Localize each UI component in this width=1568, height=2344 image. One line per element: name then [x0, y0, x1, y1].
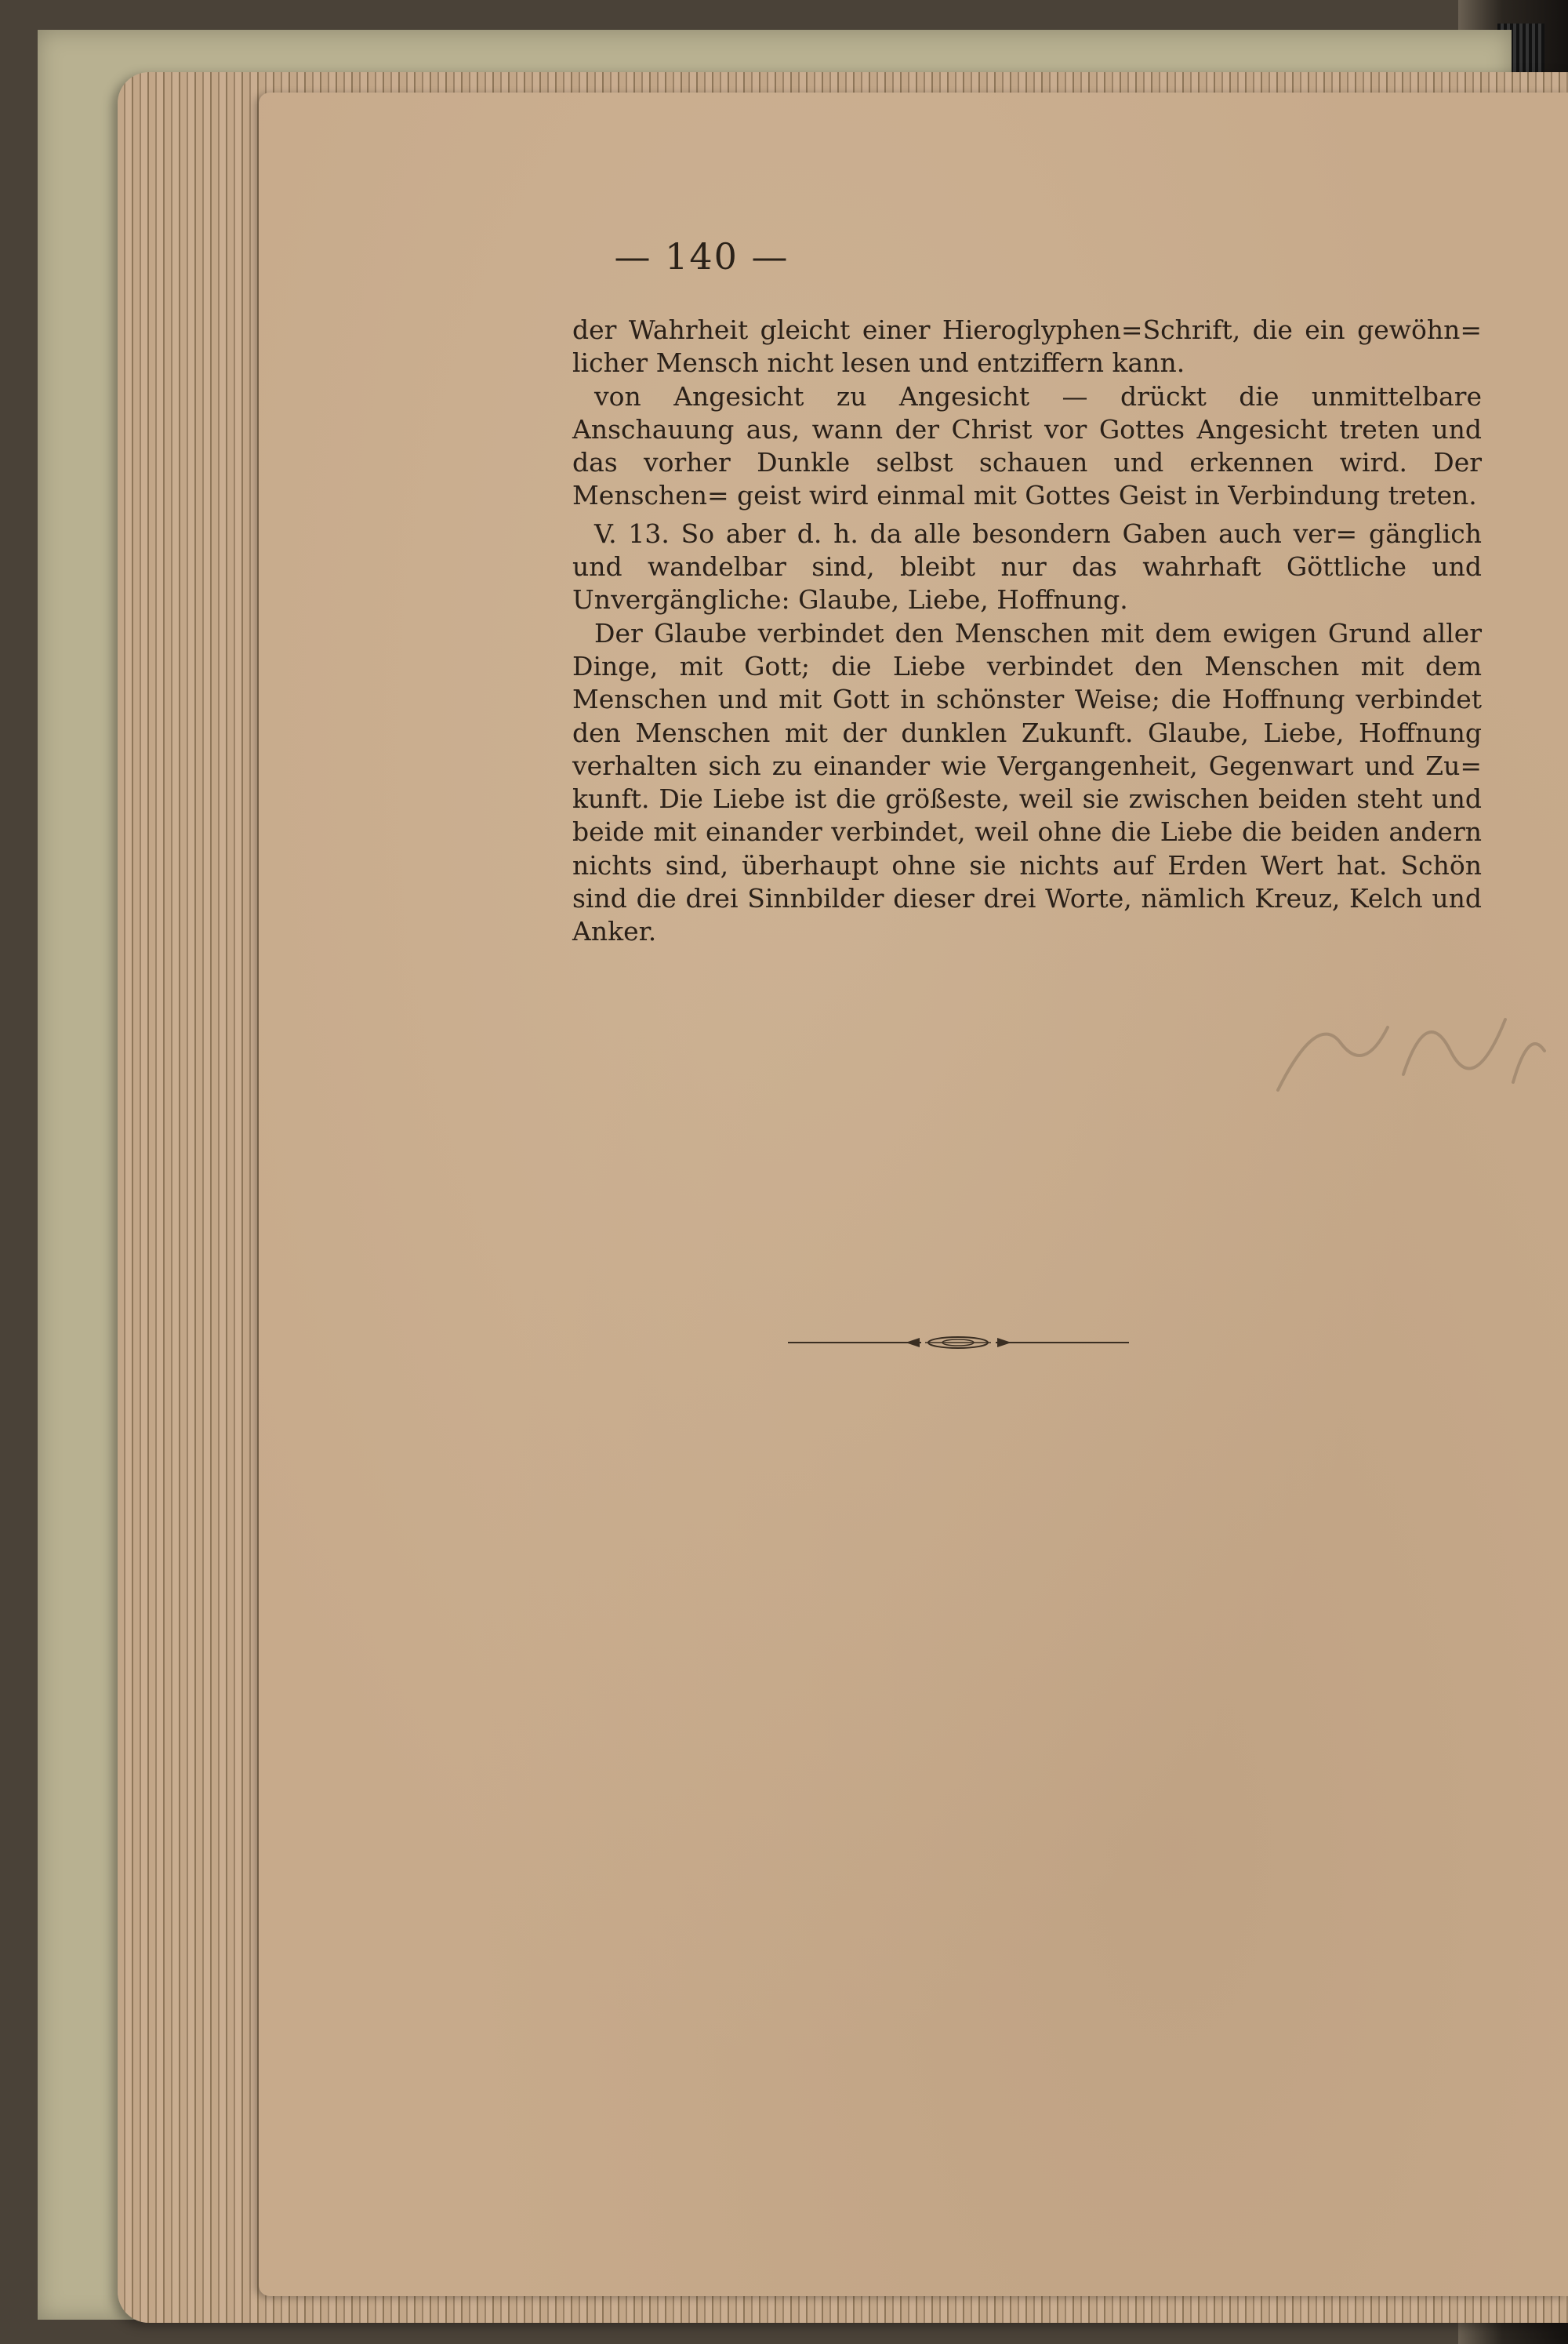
- page-number: — 140 —: [614, 235, 789, 278]
- paragraph-1: der Wahrheit gleicht einer Hieroglyphen=Schrift, die ein gewöhn= licher Mensch nicht lesen und entziffern kann.: [572, 314, 1482, 379]
- ornamental-rule-icon: [788, 1333, 1129, 1352]
- pencil-mark-icon: [1270, 996, 1552, 1106]
- body-text: [572, 314, 1482, 949]
- paragraph-3: V. 13. So aber d. h. da alle besondern Gaben auch ver= gänglich und wandelbar sind, bleibt nur das wahrhaft Göttliche und Unvergängliche: Glaube, Liebe, Hoffnung.: [572, 518, 1482, 616]
- paragraph-4: Der Glaube verbindet den Menschen mit dem ewigen Grund aller Dinge, mit Gott; die Liebe verbindet den Menschen mit dem Menschen und mit Gott in schönster Weise; die Hoffnung verbindet den Menschen mit der dunklen Zukunft. Glaube, Liebe, Hoffnung verhalten sich zu einander wie Vergangenheit, Gegenwart und Zu= kunft. Die Liebe ist die größeste, weil sie zwischen beiden steht und beide mit einander verbindet, weil ohne die Liebe die beiden andern nichts sind, überhaupt ohne sie nichts auf Erden Wert hat. Schön sind die drei Sinnbilder dieser drei Worte, nämlich Kreuz, Kelch und Anker.: [572, 617, 1482, 947]
- paragraph-2: von Angesicht zu Angesicht — drückt die unmittelbare Anschauung aus, wann der Christ vor Gottes Angesicht treten und das vorher Dunkle selbst schauen und erkennen wird. Der Menschen= geist wird einmal mit Gottes Geist in Verbindung treten.: [572, 380, 1482, 511]
